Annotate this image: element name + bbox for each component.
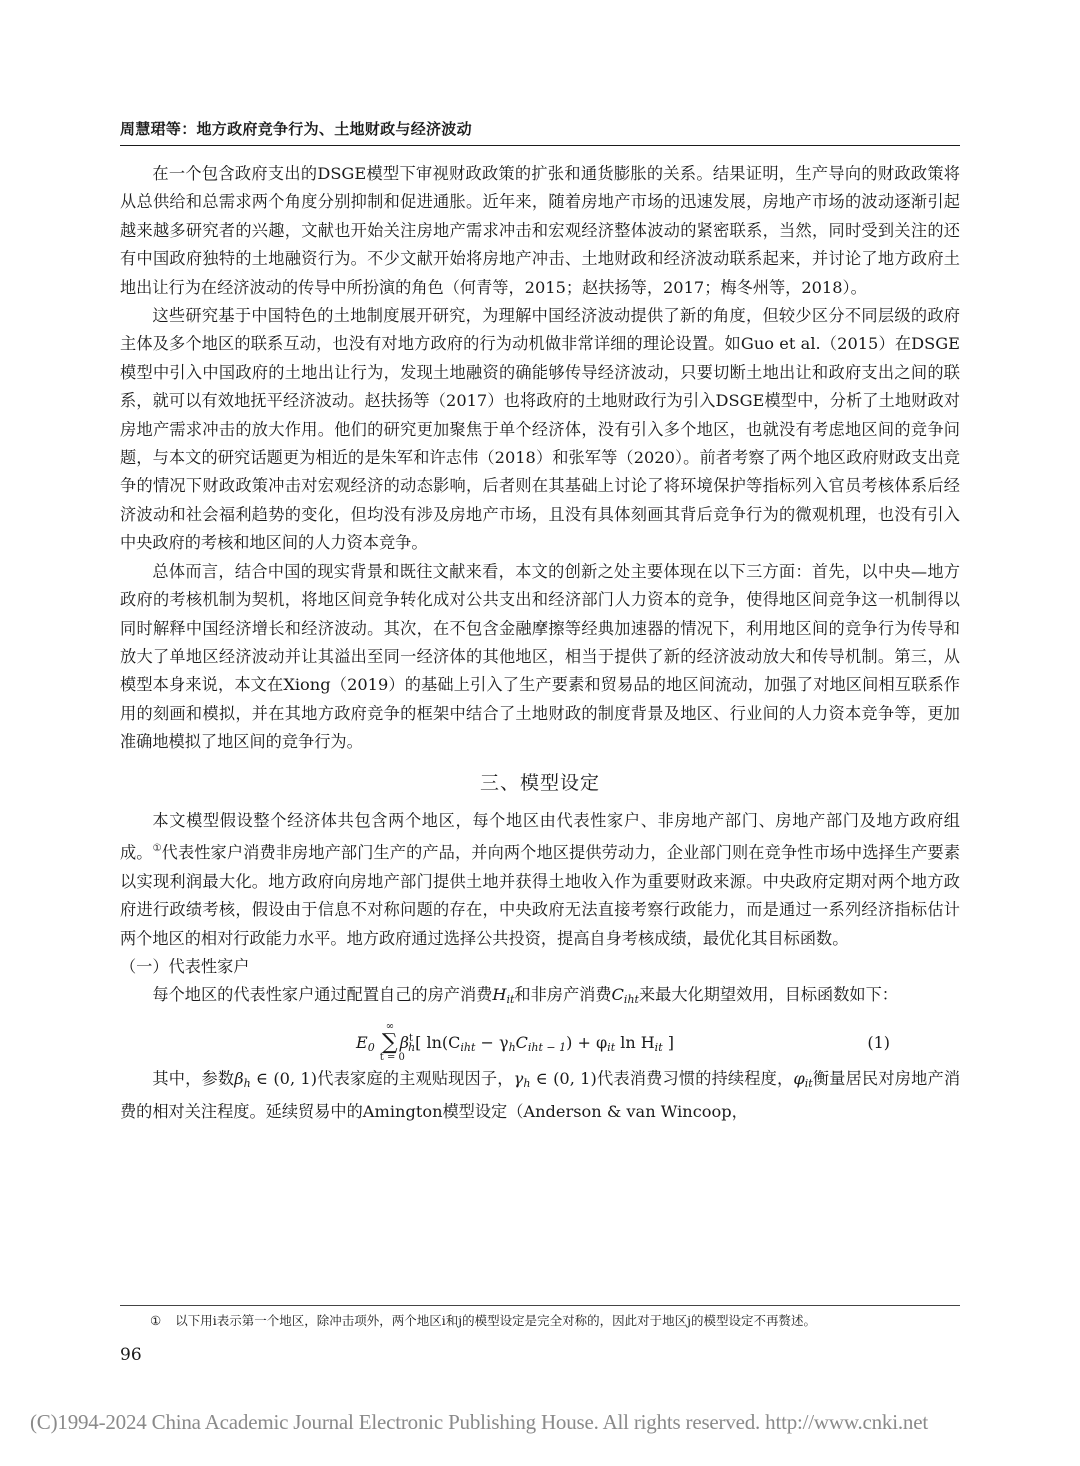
math-symbol: φ — [793, 1068, 805, 1088]
sum-upper-limit: ∞ — [385, 1020, 395, 1032]
math-subscript: h — [408, 1040, 416, 1054]
math-subscript: it — [607, 1040, 616, 1054]
math-symbol: β — [399, 1032, 410, 1052]
math-text: ∈ (0, 1) — [530, 1068, 597, 1088]
paragraph: 这些研究基于中国特色的土地制度展开研究，为理解中国经济波动提供了新的角度，但较少区分不同层级的政府主体及多个地区的联系互动，也没有对地方政府的行为动机做非常详细的理论设置。如Guo et al.（2015）在DSGE模型中引入中国政府的土地出让行为，发现土地融资的确能够传导经济波动，只要切断土地出让和政府支出之间的联系，就可以有效地抚平经济波动。赵扶扬等（2017）也将政府的土地财政行为引入DSGE模型中，分析了土地财政对房地产需求冲击的放大作用。他们的研究更加聚焦于单个经济体，没有引入多个地区，也就没有考虑地区间的竞争问题，与本文的研究话题更为相近的是朱军和许志伟（2018）和张军等（2020）。前者考察了两个地区政府财政支出竞争的情况下财政政策冲击对宏观经济的动态影响，后者则在其基础上讨论了将环境保护等指标列入官员考核体系后经济波动和社会福利趋势的变化，但均没有涉及房地产市场，且没有具体刻画其背后竞争行为的微观机理，也没有引入中央政府的考核和地区间的人力资本竞争。 — [120, 306, 960, 553]
paragraph-text: 衡量居民对房地产消费的相对关注程度。延续贸易中的Amington模型设定（Anderson & van Wincoop， — [120, 1068, 961, 1122]
math-text: [ ln(C — [415, 1032, 461, 1052]
paragraph-text: 每个地区的代表性家户通过配置自己的房产消费 — [152, 985, 493, 1005]
footnote-divider — [120, 1305, 960, 1306]
math-text: ] — [662, 1032, 674, 1052]
equation-1 — [120, 1015, 960, 1065]
paragraph-text: 来最大化期望效用，目标函数如下： — [638, 985, 898, 1005]
paragraph-text: 代表家庭的主观贴现因子， — [317, 1068, 514, 1088]
math-superscript: t — [409, 1032, 414, 1044]
math-subscript: 0 — [367, 1040, 375, 1054]
footnote-mark: ① — [150, 1313, 162, 1328]
paragraph — [120, 807, 960, 953]
math-subscript: iht − 1 — [527, 1040, 567, 1054]
paragraph-text: 其中，参数 — [152, 1068, 235, 1088]
copyright-watermark: (C)1994-2024 China Academic Journal Electronic Publishing House. All rights reserved. http://www.cnki.net — [30, 1410, 928, 1434]
equation-number: (1) — [867, 1032, 890, 1052]
footnote-text: 以下用i表示第一个地区，除冲击项外，两个地区i和j的模型设定是完全对称的，因此对于地区j的模型设定不再赘述。 — [175, 1313, 816, 1328]
math-text: ∈ (0, 1) — [250, 1068, 318, 1088]
footnote — [150, 1312, 950, 1330]
paragraph-text: 代表消费习惯的持续程度， — [596, 1068, 794, 1088]
math-symbol: E — [356, 1032, 368, 1052]
math-symbol: C — [515, 1032, 528, 1052]
paragraph — [120, 981, 960, 1014]
math-subscript: h — [508, 1040, 516, 1054]
sum-lower-limit: t = 0 — [379, 1051, 405, 1063]
paragraph: 在一个包含政府支出的DSGE模型下审视财政政策的扩张和通货膨胀的关系。结果证明，生产导向的财政政策将从总供给和总需求两个角度分别抑制和促进通胀。近年来，随着房地产市场的迅速发展，房地产市场的波动逐渐引起越来越多研究者的兴趣，文献也开始关注房地产需求冲击和宏观经济整体波动的紧密联系，当然，同时受到关注的还有中国政府独特的土地融资行为。不少文献开始将房地产冲击、土地财政和经济波动联系起来，并讨论了地方政府土地出让行为在经济波动的传导中所扮演的角色（何青等，2015；赵扶扬等，2017；梅冬州等，2018）。 — [120, 164, 960, 297]
footnote-reference[interactable]: ① — [152, 843, 162, 855]
math-subscript: h — [243, 1076, 251, 1090]
math-subscript: it — [804, 1076, 813, 1090]
math-subscript: h — [523, 1076, 531, 1090]
page-number: 96 — [120, 1345, 142, 1365]
math-text: ) + φ — [566, 1032, 608, 1052]
paragraph-text: 本文模型假设整个经济体共包含两个地区，每个地区由代表性家户、非房地产部门、房地产部门及地方政府组成。 — [120, 810, 960, 863]
section-title: 三、模型设定 — [479, 771, 600, 794]
subsection-title: （一）代表性家户 — [120, 956, 250, 976]
math-subscript: iht — [460, 1040, 476, 1054]
math-text: − γ — [475, 1032, 509, 1052]
math-symbol: β — [234, 1068, 244, 1088]
summation-operator — [379, 1020, 405, 1063]
math-symbol: H — [492, 985, 507, 1005]
equation-body — [356, 1020, 674, 1063]
paragraph-text: 和非房产消费 — [514, 985, 612, 1005]
paragraph-text: 代表性家户消费非房地产部门生产的产品，并向两个地区提供劳动力，企业部门则在竞争性市场中选择生产要素以实现利润最大化。地方政府向房地产部门提供土地并获得土地收入作为重要财政来源。中央政府定期对两个地方政府进行政绩考核，假设由于信息不对称问题的存在，中央政府无法直接考察行政能力，而是通过一系列经济指标估计两个地区的相对行政能力水平。地方政府通过选择公共投资，提高自身考核成绩，最优化其目标函数。 — [120, 843, 961, 948]
math-subscript: it — [506, 993, 515, 1007]
paragraph: 总体而言，结合中国的现实背景和既往文献来看，本文的创新之处主要体现在以下三方面：首先，以中央—地方政府的考核机制为契机，将地区间竞争转化成对公共支出和经济部门人力资本的竞争，使得地区间竞争这一机制得以同时解释中国经济增长和经济波动。其次，在不包含金融摩擦等经典加速器的情况下，利用地区间的竞争行为传导和放大了单地区经济波动并让其溢出至同一经济体的其他地区，相当于提供了新的经济波动放大和传导机制。第三，从模型本身来说，本文在Xiong（2019）的基础上引入了生产要素和贸易品的地区间流动，加强了对地区间相互联系作用的刻画和模拟，并在其地方政府竞争的框架中结合了土地财政的制度背景及地区、行业间的人力资本竞争等，更加准确地模拟了地区间的竞争行为。 — [120, 561, 960, 752]
sigma-symbol: ∑ — [381, 1029, 398, 1055]
math-subscript: iht — [623, 993, 639, 1007]
running-header: 周慧珺等：地方政府竞争行为、土地财政与经济波动 — [120, 118, 960, 146]
math-symbol: γ — [513, 1068, 524, 1088]
article-body — [120, 160, 960, 1127]
math-symbol: C — [611, 985, 624, 1005]
paragraph — [120, 1065, 960, 1127]
math-text: ln H — [615, 1032, 655, 1052]
math-subscript: it — [654, 1040, 663, 1054]
